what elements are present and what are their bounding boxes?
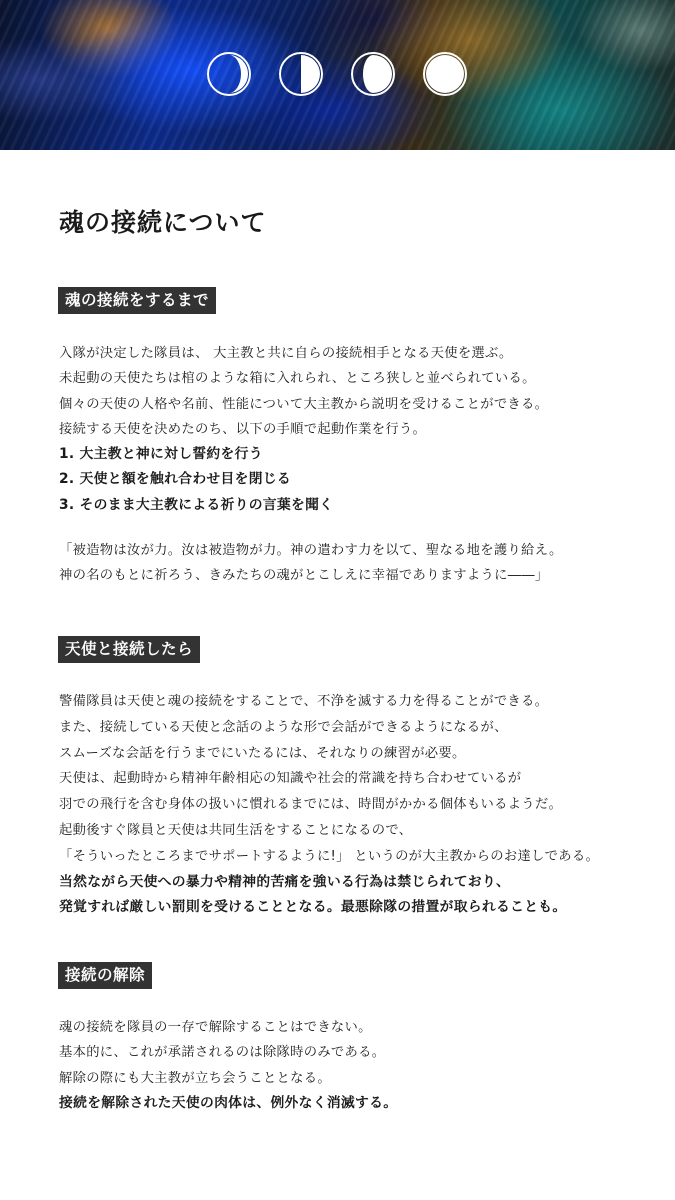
warning-line: 発覚すれば厳しい罰則を受けることとなる。最悪除隊の措置が取られることも。 — [59, 899, 567, 916]
body-line: 起動後すぐ隊員と天使は共同生活をすることになるので、 — [59, 822, 413, 838]
body-line: 未起動の天使たちは棺のような箱に入れられ、ところ狭しと並べられている。 — [59, 371, 536, 387]
section-label-connection: 魂の接続をするまで — [58, 287, 216, 314]
body-line: スムーズな会話を行うまでにいたるには、それなりの練習が必要。 — [59, 745, 466, 761]
body-line: 接続する天使を決めたのち、以下の手順で起動作業を行う。 — [59, 421, 427, 437]
body-line: 基本的に、これが承諾されるのは除隊時のみである。 — [59, 1045, 386, 1061]
prayer-quote — [59, 538, 563, 589]
warning-line: 接続を解除された天使の肉体は、例外なく消滅する。 — [59, 1094, 398, 1111]
moon-phase-row — [205, 50, 475, 100]
step-item: 2. 天使と額を触れ合わせ目を閉じる — [59, 471, 291, 488]
body-line: また、接続している天使と念話のような形で会話ができるようになるが、 — [59, 719, 508, 735]
body-line: 警備隊員は天使と魂の接続をすることで、不浄を滅する力を得ることができる。 — [59, 694, 549, 709]
header-banner — [0, 0, 675, 150]
section-body-disconnection — [59, 1015, 397, 1116]
body-line: 羽での飛行を含む身体の扱いに慣れるまでには、時間がかかる個体もいるようだ。 — [59, 797, 563, 813]
first-quarter-icon — [277, 50, 325, 98]
body-line: 個々の天使の人格や名前、性能について大主教から説明を受けることができる。 — [59, 396, 549, 412]
section-body-after-connection — [59, 689, 599, 921]
step-item: 3. そのまま大主教による祈りの言葉を聞く — [59, 496, 334, 513]
body-line: 入隊が決定した隊員は、 大主教と共に自らの接続相手となる天使を選ぶ。 — [59, 346, 513, 361]
warning-line: 当然ながら天使への暴力や精神的苦痛を強いる行為は禁じられており、 — [59, 873, 511, 890]
body-line: 解除の際にも大主教が立ち会うこととなる。 — [59, 1070, 331, 1086]
waxing-crescent-icon — [205, 50, 253, 98]
body-line: 魂の接続を隊員の一存で解除することはできない。 — [59, 1020, 372, 1035]
full-moon-icon — [421, 50, 469, 98]
section-body-connection — [59, 341, 548, 518]
step-item: 1. 大主教と神に対し誓約を行う — [59, 446, 263, 463]
section-label-after-connection: 天使と接続したら — [58, 636, 200, 663]
body-line: 「そういったところまでサポートするように!」 というのが大主教からのお達しである。 — [59, 848, 600, 864]
page-title: 魂の接続について — [59, 208, 267, 237]
waxing-gibbous-icon — [349, 50, 397, 98]
prayer-line: 「被造物は汝が力。汝は被造物が力。神の遣わす力を以て、聖なる地を護り給え。 — [59, 543, 563, 558]
prayer-line: 神の名のもとに祈ろう、きみたちの魂がとこしえに幸福でありますように――」 — [59, 568, 549, 584]
section-label-disconnection: 接続の解除 — [58, 962, 152, 989]
body-line: 天使は、起動時から精神年齢相応の知識や社会的常識を持ち合わせているが — [59, 771, 522, 787]
